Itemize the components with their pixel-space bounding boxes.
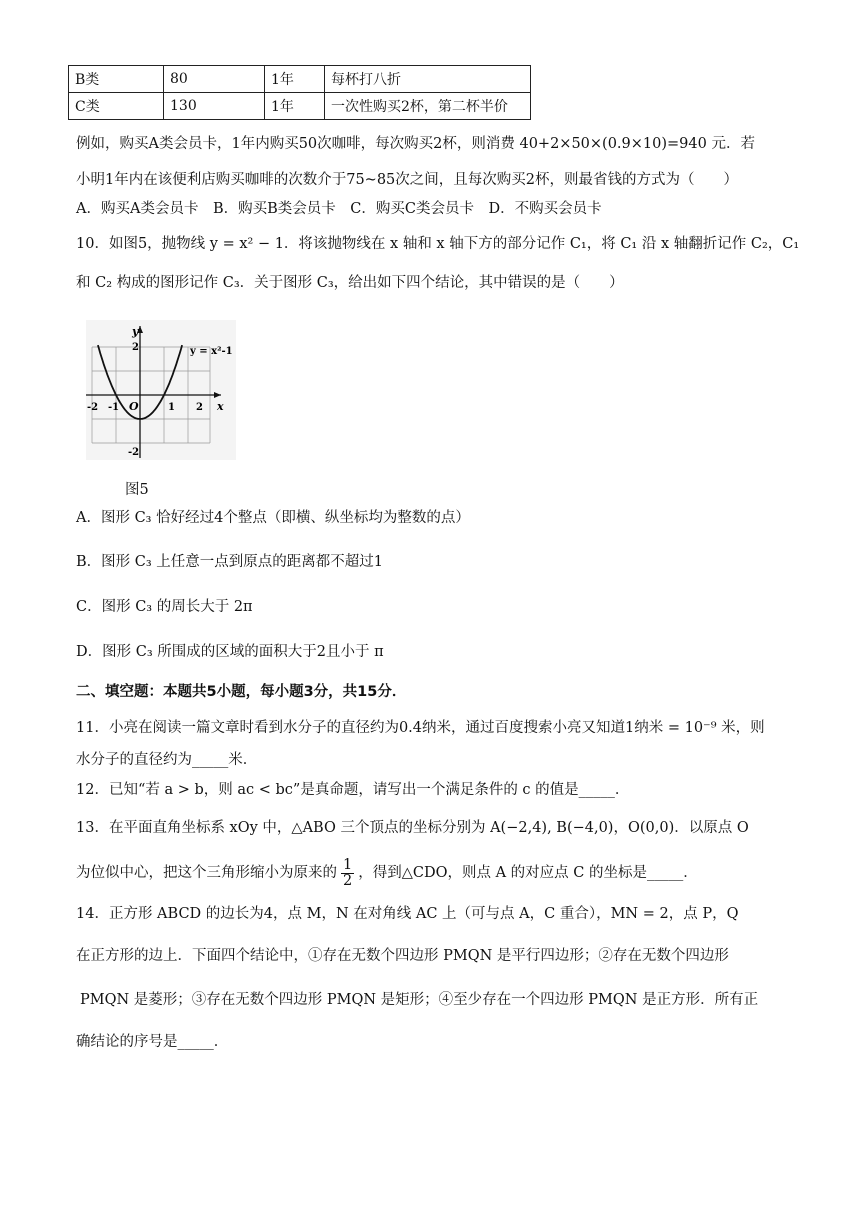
q11-line1: 11．小亮在阅读一篇文章时看到水分子的直径约为0.4纳米，通过百度搜索小亮又知道1纳米 = 10⁻⁹ 米，则 — [76, 720, 765, 736]
tick-x-neg1: -1 — [108, 402, 120, 413]
q10-option-b: B．图形 C₃ 上任意一点到原点的距离都不超过1 — [76, 554, 384, 570]
q14-line3: PMQN 是菱形；③存在无数个四边形 PMQN 是矩形；④至少存在一个四边形 PMQN 是正方形．所有正 — [80, 992, 759, 1008]
table-cell-offer: 一次性购买2杯，第二杯半价 — [325, 93, 531, 120]
q9-options: A．购买A类会员卡 B．购买B类会员卡 C．购买C类会员卡 D．不购买会员卡 — [76, 201, 602, 217]
q10-line1: 10．如图5，抛物线 y = x² − 1．将该抛物线在 x 轴和 x 轴下方的部分记作 C₁，将 C₁ 沿 x 轴翻折记作 C₂，C₁ — [76, 236, 800, 252]
q10-line2: 和 C₂ 构成的图形记作 C₃．关于图形 C₃，给出如下四个结论，其中错误的是（ ） — [76, 275, 624, 291]
q10-option-a: A．图形 C₃ 恰好经过4个整点（即横、纵坐标均为整数的点） — [76, 510, 470, 526]
fraction-denominator: 2 — [343, 872, 353, 889]
parabola-figure — [86, 320, 236, 460]
q13-line2 — [76, 856, 698, 890]
q14-line4: 确结论的序号是_____． — [76, 1034, 229, 1050]
axis-y-label: y — [132, 325, 139, 338]
tick-x-neg2: -2 — [87, 402, 99, 413]
membership-table — [68, 65, 531, 120]
table-cell-period: 1年 — [265, 66, 325, 93]
q11-line2: 水分子的直径约为_____米． — [76, 752, 258, 768]
q9-question-line: 小明1年内在该便利店购买咖啡的次数介于75~85次之间，且每次购买2杯，则最省钱的方式为（ ） — [76, 172, 738, 188]
table-cell-price: 130 — [164, 93, 265, 120]
q10-option-c: C．图形 C₃ 的周长大于 2π — [76, 599, 253, 615]
fraction-numerator: 1 — [343, 856, 353, 873]
axis-x-label: x — [217, 400, 224, 413]
q9-example-line: 例如，购买A类会员卡，1年内购买50次咖啡，每次购买2杯，则消费 40+2×50×(0.9×10)=940 元．若 — [76, 136, 755, 152]
q12-line1: 12．已知“若 a > b，则 ac < bc”是真命题，请写出一个满足条件的 c 的值是_____． — [76, 782, 630, 798]
table-cell-period: 1年 — [265, 93, 325, 120]
q13-line2-pre: 为位似中心，把这个三角形缩小为原来的 — [76, 865, 337, 881]
q14-line1: 14．正方形 ABCD 的边长为4，点 M，N 在对角线 AC 上（可与点 A，C 重合），MN = 2，点 P，Q — [76, 906, 739, 922]
q13-line1: 13．在平面直角坐标系 xOy 中，△ABO 三个顶点的坐标分别为 A(−2,4), B(−4,0)，O(0,0)．以原点 O — [76, 820, 749, 836]
curve-label: y = x²-1 — [190, 346, 233, 357]
table-cell-offer: 每杯打八折 — [325, 66, 531, 93]
table-cell-type: B类 — [69, 66, 164, 93]
origin-label: O — [129, 400, 139, 413]
table-row — [69, 93, 531, 120]
q13-line2-post: ，得到△CDO，则点 A 的对应点 C 的坐标是_____． — [358, 865, 698, 881]
q14-line2: 在正方形的边上．下面四个结论中，①存在无数个四边形 PMQN 是平行四边形；②存在无数个四边形 — [76, 948, 729, 964]
table-cell-price: 80 — [164, 66, 265, 93]
tick-y-2: 2 — [132, 342, 139, 353]
q10-option-d: D．图形 C₃ 所围成的区域的面积大于2且小于 π — [76, 644, 384, 660]
fraction-half — [341, 858, 354, 889]
table-row — [69, 66, 531, 93]
table-cell-type: C类 — [69, 93, 164, 120]
tick-y-neg2: -2 — [128, 447, 140, 458]
tick-x-2: 2 — [196, 402, 203, 413]
tick-x-1: 1 — [168, 402, 175, 413]
figure-caption: 图5 — [125, 482, 149, 498]
section-title: 二、填空题：本题共5小题，每小题3分，共15分． — [76, 684, 407, 700]
